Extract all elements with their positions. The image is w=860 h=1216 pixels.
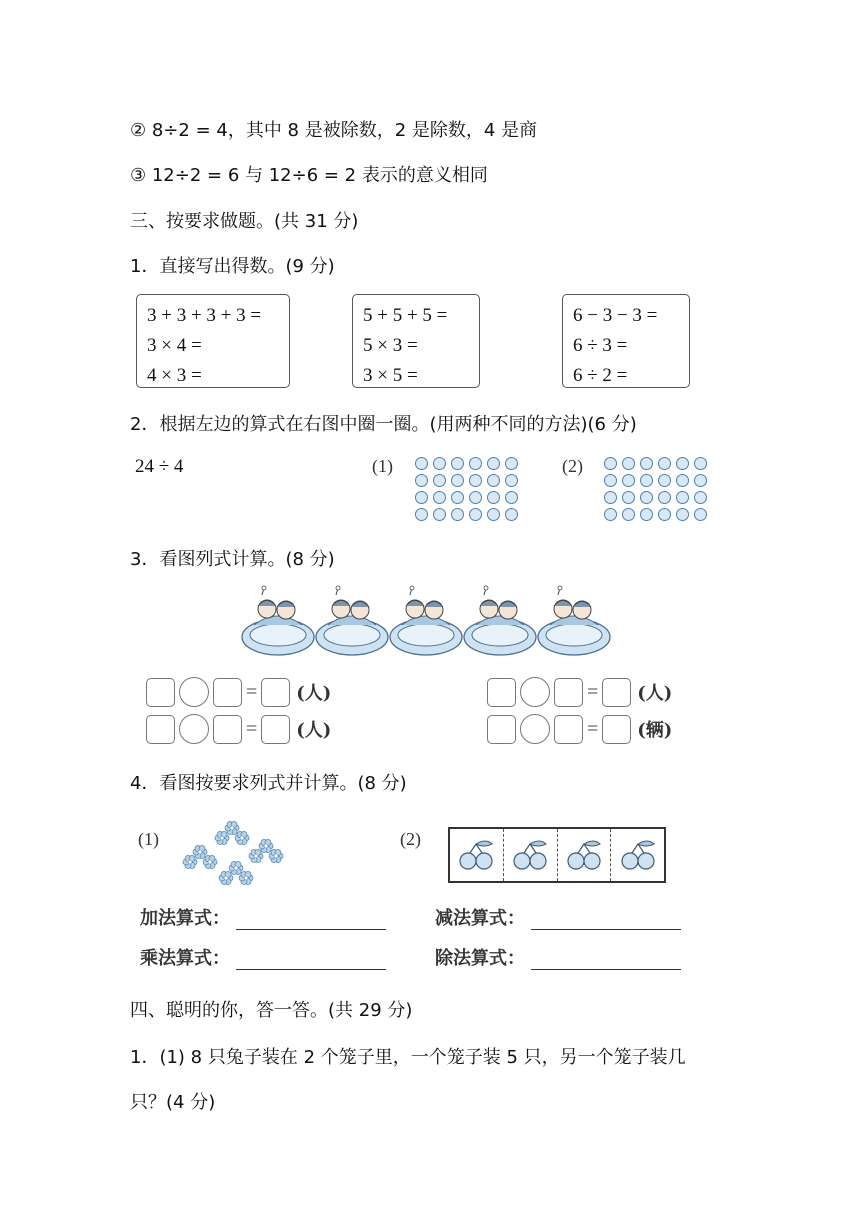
- result-box[interactable]: [261, 678, 290, 707]
- answer-box[interactable]: [554, 678, 583, 707]
- flower-clusters-illustration: [180, 818, 300, 886]
- dot-grid-2: [604, 457, 707, 521]
- calc-line: 5 × 3 =: [363, 335, 418, 356]
- addition-label: 加法算式：: [140, 908, 230, 929]
- unit-label: (人): [637, 683, 673, 704]
- division-expression: 24 ÷ 4: [135, 456, 184, 477]
- dot[interactable]: [622, 457, 635, 470]
- dot[interactable]: [487, 474, 500, 487]
- dot[interactable]: [451, 491, 464, 504]
- part-1-label: (1): [138, 829, 159, 849]
- calc-line: 5 + 5 + 5 =: [363, 305, 448, 326]
- calc-line: 3 × 5 =: [363, 365, 418, 386]
- bumper-cars-illustration: [240, 585, 620, 665]
- dot[interactable]: [487, 508, 500, 521]
- question-4-title: 4．看图按要求列式并计算。(8 分): [130, 773, 407, 794]
- bumper-car: [538, 586, 610, 655]
- result-box[interactable]: [261, 715, 290, 744]
- bumper-car: [464, 586, 536, 655]
- addition-formula: [140, 904, 386, 930]
- question-1-title: 1．直接写出得数。(9 分): [130, 256, 335, 277]
- calc-line: 6 ÷ 2 =: [573, 365, 628, 386]
- section-3-heading: 三、按要求做题。(共 31 分): [130, 211, 359, 232]
- result-box[interactable]: [602, 678, 631, 707]
- dot[interactable]: [694, 474, 707, 487]
- answer-box[interactable]: [146, 678, 175, 707]
- flower: [229, 862, 243, 875]
- statement-3: ③ 12÷2 = 6 与 12÷6 = 2 表示的意义相同: [130, 165, 488, 186]
- operator-circle[interactable]: [520, 714, 550, 744]
- calc-line: 4 × 3 =: [147, 365, 202, 386]
- problem-1-line-1: 1．(1) 8 只兔子装在 2 个笼子里，一个笼子装 5 只，另一个笼子装几: [130, 1047, 686, 1068]
- flower: [239, 872, 253, 885]
- dot[interactable]: [676, 508, 689, 521]
- flower: [193, 846, 207, 859]
- division-label: 除法算式：: [435, 948, 525, 969]
- dot[interactable]: [658, 474, 671, 487]
- dot[interactable]: [469, 491, 482, 504]
- dot[interactable]: [505, 491, 518, 504]
- equation-row-2-right: [487, 712, 672, 746]
- flower: [235, 832, 249, 845]
- equation-row-1-right: [487, 675, 672, 709]
- dot[interactable]: [505, 508, 518, 521]
- calc-line: 3 + 3 + 3 + 3 =: [147, 305, 262, 326]
- calc-line: 6 ÷ 3 =: [573, 335, 628, 356]
- cherry-icon: [618, 838, 658, 872]
- dot[interactable]: [469, 474, 482, 487]
- cherry-group: [450, 829, 504, 881]
- result-box[interactable]: [602, 715, 631, 744]
- calc-line: 3 × 4 =: [147, 335, 202, 356]
- dot[interactable]: [433, 491, 446, 504]
- equals-sign: =: [587, 680, 599, 703]
- dot[interactable]: [469, 508, 482, 521]
- problem-1-line-2: 只？(4 分): [130, 1092, 216, 1113]
- answer-box[interactable]: [554, 715, 583, 744]
- dot[interactable]: [433, 474, 446, 487]
- question-3-title: 3．看图列式计算。(8 分): [130, 549, 335, 570]
- operator-circle[interactable]: [179, 714, 209, 744]
- answer-box[interactable]: [487, 678, 516, 707]
- dot[interactable]: [451, 508, 464, 521]
- flower: [215, 832, 229, 845]
- method-1-label: (1): [372, 456, 393, 476]
- dot[interactable]: [640, 491, 653, 504]
- equals-sign: =: [246, 717, 258, 740]
- cherry-group: [504, 829, 558, 881]
- dot[interactable]: [415, 508, 428, 521]
- answer-box[interactable]: [213, 678, 242, 707]
- dot[interactable]: [604, 508, 617, 521]
- bumper-car: [316, 586, 388, 655]
- flower: [249, 850, 263, 863]
- division-formula: [435, 944, 681, 970]
- question-2-title: 2．根据左边的算式在右图中圈一圈。(用两种不同的方法)(6 分): [130, 414, 637, 435]
- dot[interactable]: [415, 491, 428, 504]
- dot[interactable]: [640, 508, 653, 521]
- unit-label: (人): [296, 683, 332, 704]
- flower: [269, 850, 283, 863]
- dot[interactable]: [676, 457, 689, 470]
- bumper-car: [242, 586, 314, 655]
- calc-box-3: [562, 294, 690, 388]
- dot[interactable]: [469, 457, 482, 470]
- dot[interactable]: [622, 474, 635, 487]
- unit-label: (辆): [637, 720, 673, 741]
- dot[interactable]: [415, 474, 428, 487]
- dot[interactable]: [505, 457, 518, 470]
- cherry-icon: [456, 838, 496, 872]
- section-4-heading: 四、聪明的你，答一答。(共 29 分): [130, 1000, 413, 1021]
- statement-2: ② 8÷2 = 4，其中 8 是被除数，2 是除数，4 是商: [130, 120, 538, 141]
- unit-label: (人): [296, 720, 332, 741]
- operator-circle[interactable]: [520, 677, 550, 707]
- flower: [259, 840, 273, 853]
- dot[interactable]: [658, 457, 671, 470]
- subtraction-label: 减法算式：: [435, 908, 525, 929]
- addition-blank[interactable]: [236, 911, 386, 930]
- calc-line: 6 − 3 − 3 =: [573, 305, 658, 326]
- method-2-label: (2): [562, 456, 583, 476]
- dot[interactable]: [604, 474, 617, 487]
- dot[interactable]: [415, 457, 428, 470]
- flower: [183, 856, 197, 869]
- dot[interactable]: [694, 508, 707, 521]
- dot[interactable]: [640, 457, 653, 470]
- dot[interactable]: [640, 474, 653, 487]
- dot[interactable]: [658, 508, 671, 521]
- bumper-car: [390, 586, 462, 655]
- dot[interactable]: [451, 457, 464, 470]
- flower-clusters-picture: [180, 818, 300, 886]
- division-blank[interactable]: [531, 951, 681, 970]
- dot-grid-1: [415, 457, 518, 521]
- dot[interactable]: [451, 474, 464, 487]
- flower: [203, 856, 217, 869]
- equals-sign: =: [246, 680, 258, 703]
- dot[interactable]: [622, 508, 635, 521]
- dot[interactable]: [604, 457, 617, 470]
- dot[interactable]: [676, 474, 689, 487]
- answer-box[interactable]: [487, 715, 516, 744]
- dot[interactable]: [487, 457, 500, 470]
- multiplication-label: 乘法算式：: [140, 948, 230, 969]
- answer-box[interactable]: [146, 715, 175, 744]
- dot[interactable]: [487, 491, 500, 504]
- subtraction-blank[interactable]: [531, 911, 681, 930]
- dot[interactable]: [505, 474, 518, 487]
- subtraction-formula: [435, 904, 681, 930]
- cherry-groups-box: [448, 827, 666, 883]
- cherry-icon: [564, 838, 604, 872]
- equation-row-2-left: [146, 712, 331, 746]
- part-2-label: (2): [400, 829, 421, 849]
- dot[interactable]: [694, 457, 707, 470]
- cherry-group: [558, 829, 612, 881]
- calc-box-1: [136, 294, 290, 388]
- equals-sign: =: [587, 717, 599, 740]
- flower: [219, 872, 233, 885]
- bumper-cars-picture: [240, 585, 620, 665]
- dot[interactable]: [622, 491, 635, 504]
- dot[interactable]: [676, 491, 689, 504]
- equation-row-1-left: [146, 675, 331, 709]
- cherry-group: [611, 829, 664, 881]
- calc-box-2: [352, 294, 480, 388]
- multiplication-formula: [140, 944, 386, 970]
- dot[interactable]: [604, 491, 617, 504]
- cherry-icon: [510, 838, 550, 872]
- multiplication-blank[interactable]: [236, 951, 386, 970]
- dot[interactable]: [433, 457, 446, 470]
- flower: [225, 822, 239, 835]
- dot[interactable]: [694, 491, 707, 504]
- answer-box[interactable]: [213, 715, 242, 744]
- dot[interactable]: [433, 508, 446, 521]
- dot[interactable]: [658, 491, 671, 504]
- operator-circle[interactable]: [179, 677, 209, 707]
